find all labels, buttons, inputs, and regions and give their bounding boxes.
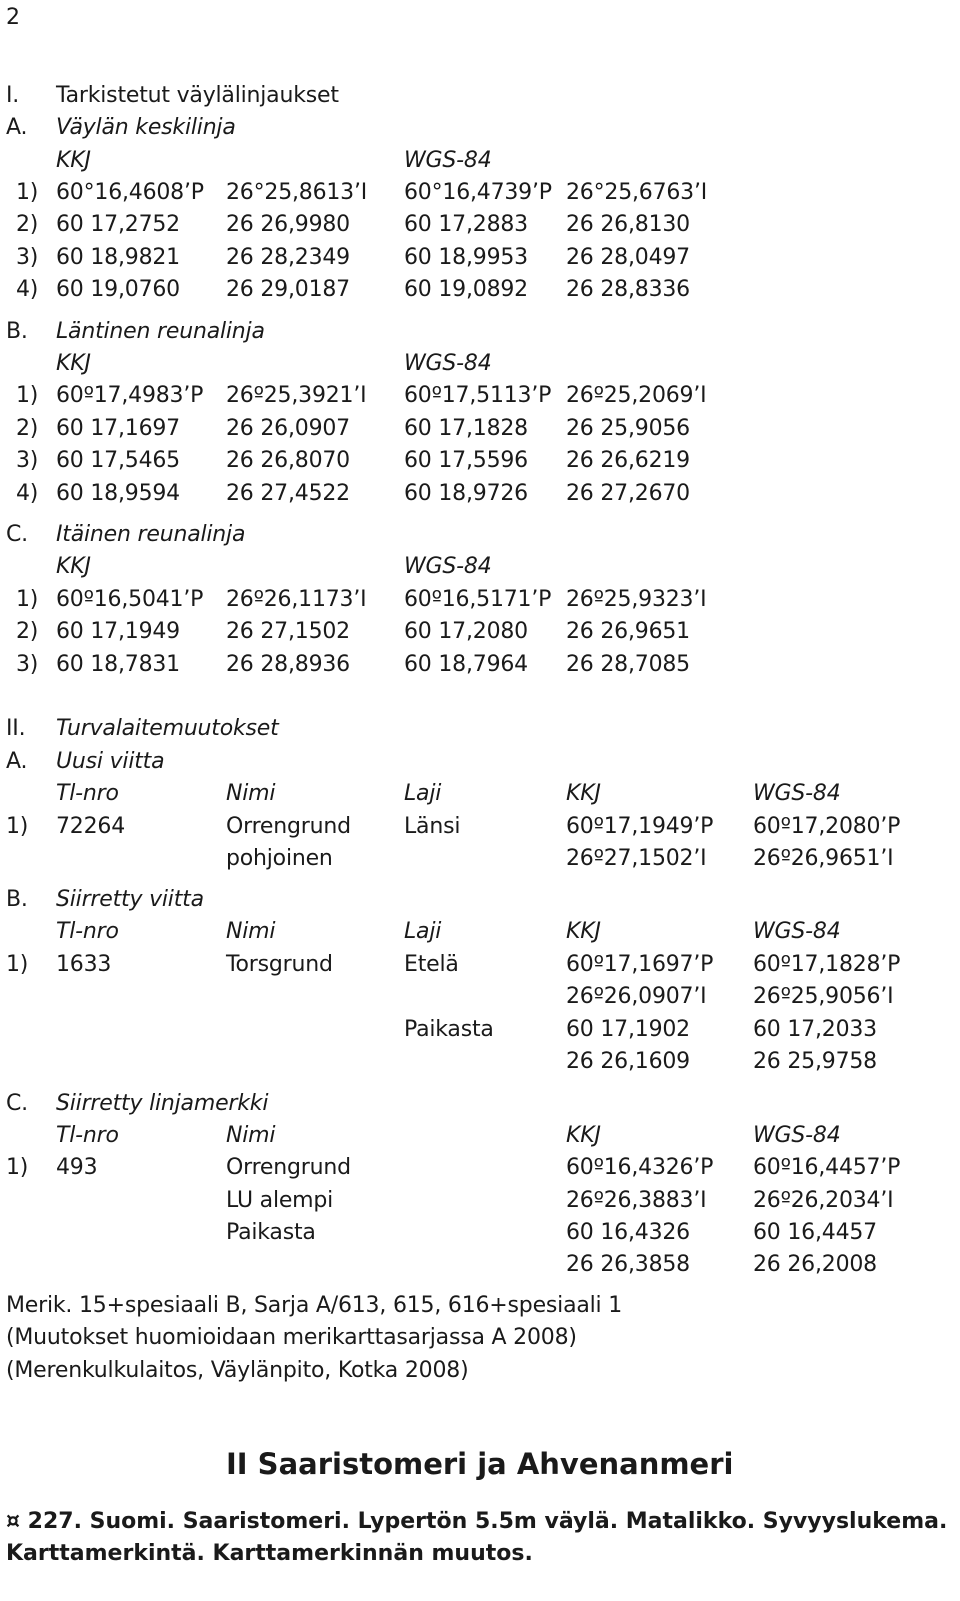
chart-series-note: (Muutokset huomioidaan merikarttasarjassa A 2008) — [6, 1325, 577, 1350]
part1-c-title: Itäinen reunalinja — [56, 522, 246, 547]
header-nimi: Nimi — [226, 781, 276, 806]
wgs-lat: 60 18,9726 — [404, 481, 528, 506]
row-number: 3) — [16, 448, 39, 473]
kkj-lat: 60º16,5041’P — [56, 587, 204, 612]
wgs-lon: 26º26,9651’I — [753, 846, 894, 871]
wgs-lon: 26°25,6763’I — [566, 180, 708, 205]
tl-nro: 72264 — [56, 814, 125, 839]
wgs-lon: 26º25,9056’I — [753, 984, 894, 1009]
section-heading: II Saaristomeri ja Ahvenanmeri — [226, 1447, 734, 1481]
wgs-lat: 60º17,2080’P — [753, 814, 901, 839]
part2-a-letter: A. — [6, 749, 28, 774]
kkj-lon: 26°25,8613’I — [226, 180, 368, 205]
col-header-wgs: WGS-84 — [404, 148, 492, 173]
header-kkj: KKJ — [566, 919, 601, 944]
wgs-lon: 26º25,9323’I — [566, 587, 707, 612]
kkj-lon: 26 26,8070 — [226, 448, 350, 473]
wgs-lat: 60 17,1828 — [404, 416, 528, 441]
kkj-lat: 60 17,1949 — [56, 619, 180, 644]
kkj-lat: 60 17,1697 — [56, 416, 180, 441]
wgs-lon: 26 26,2008 — [753, 1252, 877, 1277]
col-header-kkj: KKJ — [56, 554, 91, 579]
row-number: 1) — [16, 383, 39, 408]
nimi: Orrengrund — [226, 1155, 351, 1180]
header-nimi: Nimi — [226, 1123, 276, 1148]
col-header-wgs: WGS-84 — [404, 351, 492, 376]
kkj-lon: 26 26,0907 — [226, 416, 350, 441]
wgs-lat: 60 17,2080 — [404, 619, 528, 644]
header-wgs: WGS-84 — [753, 1123, 841, 1148]
tl-nro: 1633 — [56, 952, 112, 977]
kkj-lon: 26º25,3921’I — [226, 383, 367, 408]
col-header-wgs: WGS-84 — [404, 554, 492, 579]
nimi: Paikasta — [226, 1220, 316, 1245]
source-note: (Merenkulkulaitos, Väylänpito, Kotka 2008) — [6, 1358, 469, 1383]
kkj-lon: 26 27,1502 — [226, 619, 350, 644]
row-number: 1) — [6, 952, 29, 977]
header-tl-nro: Tl-nro — [56, 919, 119, 944]
kkj-lon: 26º26,0907’I — [566, 984, 707, 1009]
wgs-lat: 60º17,5113’P — [404, 383, 552, 408]
header-laji: Laji — [404, 919, 442, 944]
wgs-lat: 60 19,0892 — [404, 277, 528, 302]
kkj-lat: 60º17,1697’P — [566, 952, 714, 977]
part1-b-letter: B. — [6, 319, 28, 344]
part1-title: Tarkistetut väylälinjaukset — [56, 83, 339, 108]
wgs-lon: 26 28,7085 — [566, 652, 690, 677]
kkj-lat: 60 18,9594 — [56, 481, 180, 506]
row-number: 4) — [16, 481, 39, 506]
kkj-lat: 60 18,9821 — [56, 245, 180, 270]
wgs-lon: 26 25,9056 — [566, 416, 690, 441]
row-number: 2) — [16, 619, 39, 644]
wgs-lat: 60 17,2883 — [404, 212, 528, 237]
row-number: 1) — [6, 814, 29, 839]
kkj-lon: 26º27,1502’I — [566, 846, 707, 871]
kkj-lat: 60º17,4983’P — [56, 383, 204, 408]
kkj-lon: 26 28,8936 — [226, 652, 350, 677]
header-tl-nro: Tl-nro — [56, 1123, 119, 1148]
col-header-kkj: KKJ — [56, 148, 91, 173]
notice-title-line2: Karttamerkintä. Karttamerkinnän muutos. — [6, 1541, 533, 1566]
row-number: 3) — [16, 245, 39, 270]
wgs-lat: 60 17,5596 — [404, 448, 528, 473]
laji: Paikasta — [404, 1017, 494, 1042]
part2-title: Turvalaitemuutokset — [56, 716, 279, 741]
part2-c-letter: C. — [6, 1091, 28, 1116]
nimi: Orrengrund — [226, 814, 351, 839]
kkj-lat: 60 17,2752 — [56, 212, 180, 237]
wgs-lon: 26 28,0497 — [566, 245, 690, 270]
row-number: 2) — [16, 416, 39, 441]
part1-c-letter: C. — [6, 522, 28, 547]
row-number: 1) — [16, 587, 39, 612]
kkj-lon: 26 26,9980 — [226, 212, 350, 237]
part1-b-title: Läntinen reunalinja — [56, 319, 265, 344]
kkj-lat: 60 17,1902 — [566, 1017, 690, 1042]
part1-a-title: Väylän keskilinja — [56, 115, 236, 140]
wgs-lat: 60º16,5171’P — [404, 587, 552, 612]
notice-title-line1: ¤ 227. Suomi. Saaristomeri. Lypertön 5.5m väylä. Matalikko. Syvyyslukema. — [6, 1509, 948, 1534]
part2-c-title: Siirretty linjamerkki — [56, 1091, 269, 1116]
laji: Etelä — [404, 952, 459, 977]
row-number: 4) — [16, 277, 39, 302]
header-kkj: KKJ — [566, 1123, 601, 1148]
part2-number: II. — [6, 716, 26, 741]
wgs-lat: 60 16,4457 — [753, 1220, 877, 1245]
kkj-lat: 60 17,5465 — [56, 448, 180, 473]
wgs-lon: 26 26,8130 — [566, 212, 690, 237]
row-number: 2) — [16, 212, 39, 237]
kkj-lon: 26 26,1609 — [566, 1049, 690, 1074]
kkj-lon: 26º26,3883’I — [566, 1188, 707, 1213]
wgs-lon: 26 28,8336 — [566, 277, 690, 302]
part2-a-title: Uusi viitta — [56, 749, 165, 774]
part1-a-letter: A. — [6, 115, 28, 140]
wgs-lon: 26 26,6219 — [566, 448, 690, 473]
wgs-lat: 60 17,2033 — [753, 1017, 877, 1042]
wgs-lon: 26 26,9651 — [566, 619, 690, 644]
wgs-lat: 60º17,1828’P — [753, 952, 901, 977]
laji: Länsi — [404, 814, 461, 839]
header-tl-nro: Tl-nro — [56, 781, 119, 806]
wgs-lat: 60 18,7964 — [404, 652, 528, 677]
page-number: 2 — [6, 5, 20, 30]
header-kkj: KKJ — [566, 781, 601, 806]
wgs-lon: 26º26,2034’I — [753, 1188, 894, 1213]
nimi: pohjoinen — [226, 846, 333, 871]
part1-number: I. — [6, 83, 20, 108]
wgs-lat: 60º16,4457’P — [753, 1155, 901, 1180]
header-laji: Laji — [404, 781, 442, 806]
kkj-lon: 26 26,3858 — [566, 1252, 690, 1277]
nimi: LU alempi — [226, 1188, 334, 1213]
kkj-lat: 60°16,4608’P — [56, 180, 204, 205]
kkj-lat: 60º16,4326’P — [566, 1155, 714, 1180]
row-number: 1) — [6, 1155, 29, 1180]
nimi: Torsgrund — [226, 952, 333, 977]
header-wgs: WGS-84 — [753, 919, 841, 944]
wgs-lat: 60 18,9953 — [404, 245, 528, 270]
wgs-lon: 26º25,2069’I — [566, 383, 707, 408]
kkj-lat: 60 18,7831 — [56, 652, 180, 677]
chart-reference: Merik. 15+spesiaali B, Sarja A/613, 615, 616+spesiaali 1 — [6, 1293, 623, 1318]
kkj-lon: 26 28,2349 — [226, 245, 350, 270]
kkj-lon: 26 27,4522 — [226, 481, 350, 506]
kkj-lat: 60º17,1949’P — [566, 814, 714, 839]
part2-b-letter: B. — [6, 887, 28, 912]
kkj-lat: 60 19,0760 — [56, 277, 180, 302]
kkj-lon: 26º26,1173’I — [226, 587, 367, 612]
row-number: 3) — [16, 652, 39, 677]
col-header-kkj: KKJ — [56, 351, 91, 376]
wgs-lon: 26 25,9758 — [753, 1049, 877, 1074]
wgs-lon: 26 27,2670 — [566, 481, 690, 506]
kkj-lat: 60 16,4326 — [566, 1220, 690, 1245]
tl-nro: 493 — [56, 1155, 98, 1180]
wgs-lat: 60°16,4739’P — [404, 180, 552, 205]
part2-b-title: Siirretty viitta — [56, 887, 204, 912]
row-number: 1) — [16, 180, 39, 205]
kkj-lon: 26 29,0187 — [226, 277, 350, 302]
header-nimi: Nimi — [226, 919, 276, 944]
header-wgs: WGS-84 — [753, 781, 841, 806]
